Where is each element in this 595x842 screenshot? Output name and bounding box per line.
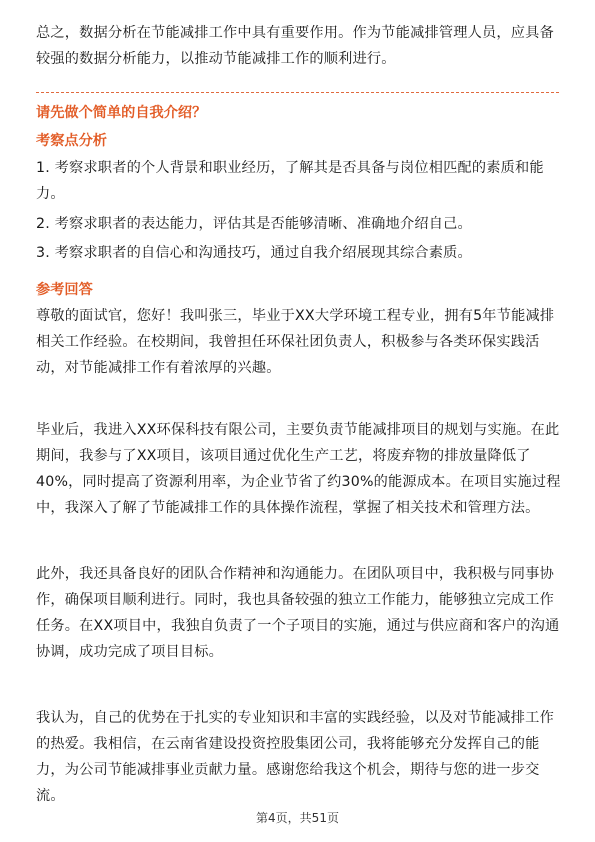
text-line: 较强的数据分析能力，以推动节能减排工作的顺利进行。 [36, 51, 396, 67]
text-line: 总之，数据分析在节能减排工作中具有重要作用。作为节能减排管理人员，应具备 [36, 25, 554, 41]
text-line: 相关工作经验。在校期间，我曾担任环保社团负责人，积极参与各类环保实践活 [36, 334, 540, 350]
text-line: 力，为公司节能减排事业贡献力量。感谢您给我这个机会，期待与您的进一步交 [36, 762, 540, 778]
text-line: 期间，我参与了XX项目，该项目通过优化生产工艺，将废弃物的排放量降低了 [36, 448, 531, 464]
text-line: 2. 考察求职者的表达能力，评估其是否能够清晰、准确地介绍自己。 [36, 216, 472, 232]
text-line: 中，我深入了解了节能减排工作的具体操作流程，掌握了相关技术和管理方法。 [36, 500, 540, 516]
text-line: 40%，同时提高了资源利用率，为企业节省了约30%的能源成本。在项目实施过程 [36, 474, 561, 490]
page-number: 第4页，共51页 [256, 811, 339, 825]
analysis-point-2 [36, 211, 560, 237]
text-line: 此外，我还具备良好的团队合作精神和沟通能力。在团队项目中，我积极与同事协 [36, 566, 554, 582]
answer-paragraph-3 [36, 561, 560, 665]
question-title: 请先做个简单的自我介绍？ [36, 105, 207, 121]
text-line: 任务。在XX项目中，我独自负责了一个子项目的实施，通过与供应商和客户的沟通 [36, 618, 560, 634]
analysis-point-1 [36, 155, 560, 207]
analysis-heading: 考察点分析 [36, 133, 107, 149]
text-line: 我认为，自己的优势在于扎实的专业知识和丰富的实践经验，以及对节能减排工作 [36, 710, 554, 726]
text-line: 流。 [36, 788, 65, 804]
text-line: 1. 考察求职者的个人背景和职业经历，了解其是否具备与岗位相匹配的素质和能 [36, 160, 544, 176]
section-divider [36, 92, 559, 93]
text-line: 力。 [36, 186, 65, 202]
text-line: 尊敬的面试官，您好！我叫张三，毕业于XX大学环境工程专业，拥有5年节能减排 [36, 308, 555, 324]
answer-paragraph-4 [36, 705, 560, 809]
intro-paragraph [36, 20, 560, 72]
text-line: 3. 考察求职者的自信心和沟通技巧，通过自我介绍展现其综合素质。 [36, 245, 472, 261]
text-line: 协调，成功完成了项目目标。 [36, 644, 224, 660]
answer-paragraph-2 [36, 417, 560, 521]
text-line: 毕业后，我进入XX环保科技有限公司，主要负责节能减排项目的规划与实施。在此 [36, 422, 560, 438]
text-line: 作，确保项目顺利进行。同时，我也具备较强的独立工作能力，能够独立完成工作 [36, 592, 554, 608]
answer-heading: 参考回答 [36, 282, 93, 298]
text-line: 动，对节能减排工作有着浓厚的兴趣。 [36, 360, 281, 376]
analysis-point-3 [36, 240, 560, 266]
answer-paragraph-1 [36, 303, 560, 381]
text-line: 的热爱。我相信，在云南省建设投资控股集团公司，我将能够充分发挥自己的能 [36, 736, 540, 752]
